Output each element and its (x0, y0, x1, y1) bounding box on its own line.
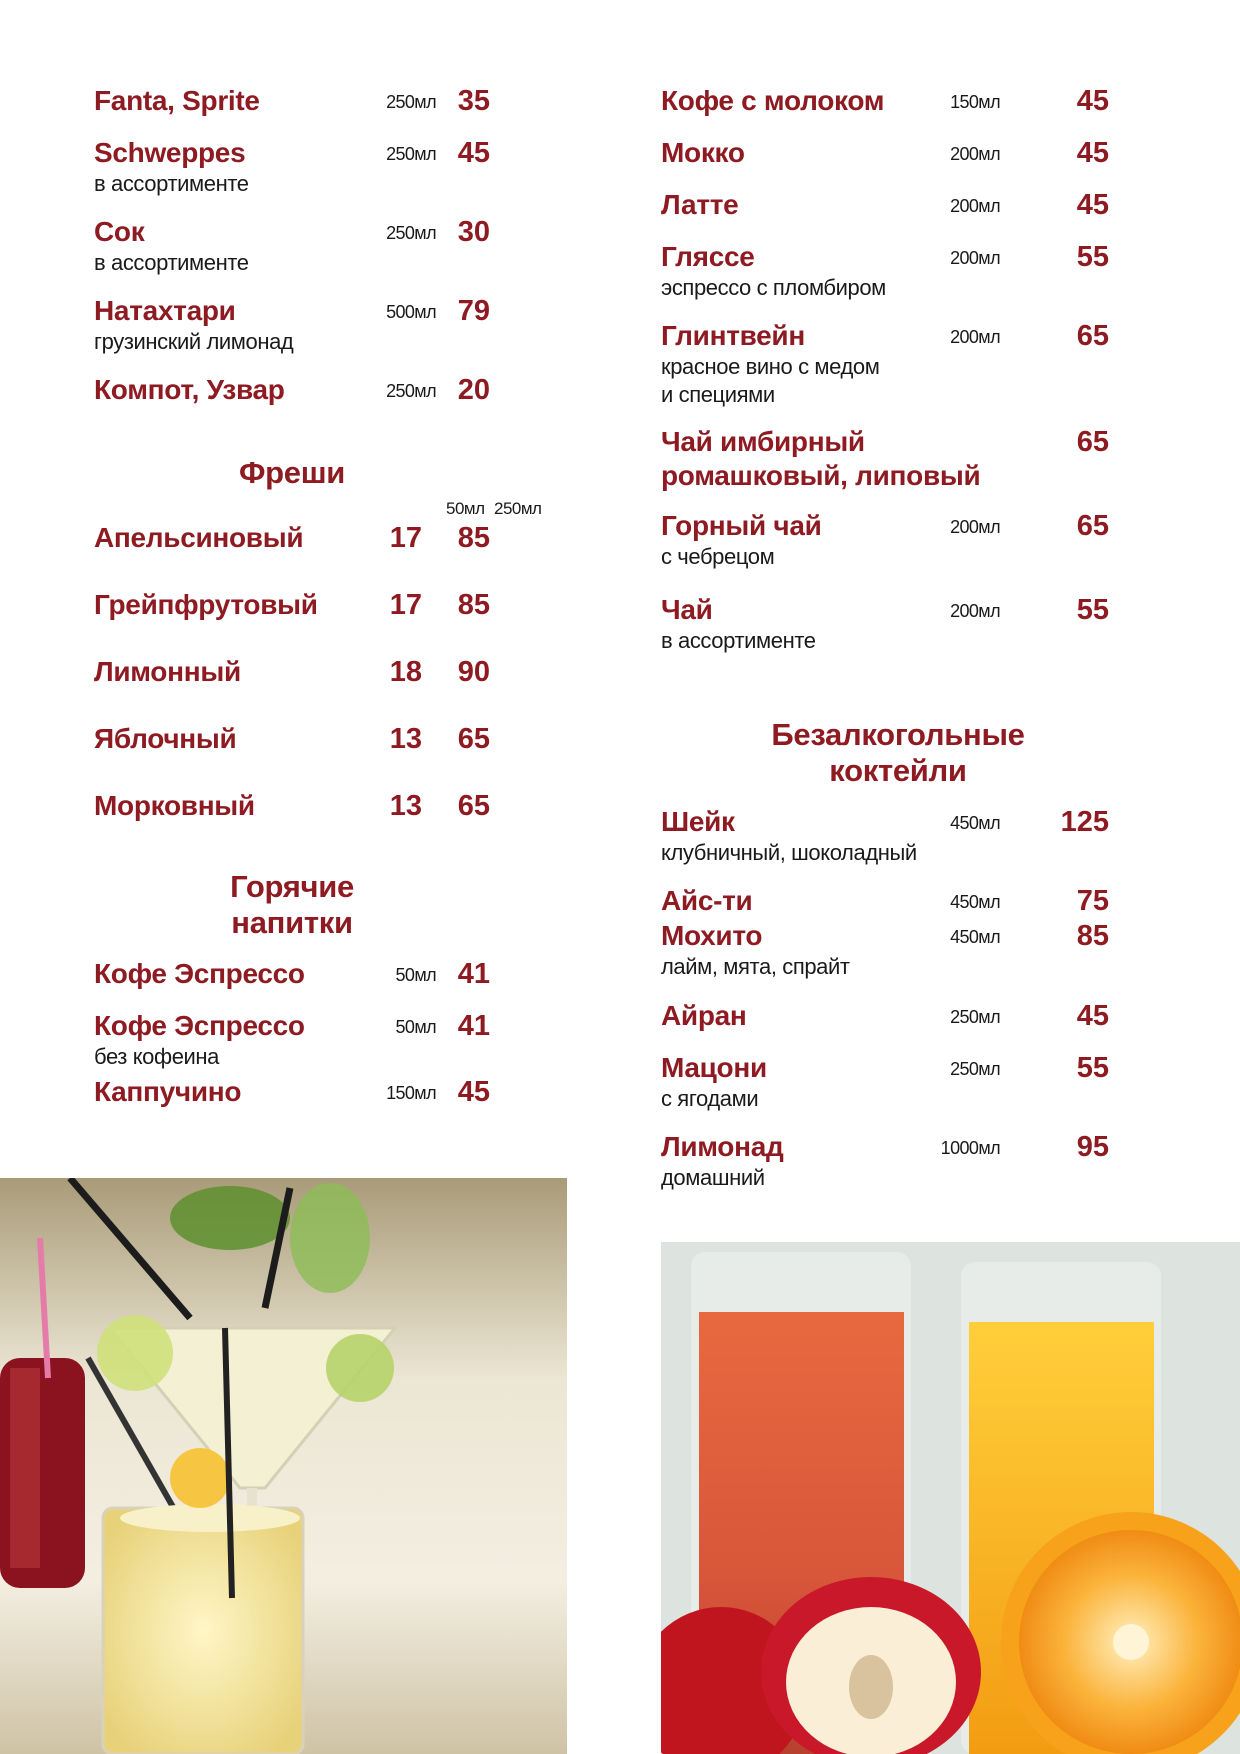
item-volume: 200мл (950, 144, 1000, 164)
section-title-fresh: Фреши (238, 455, 346, 490)
item-description: домашний (661, 1165, 765, 1190)
item-name: Кофе с молоком (661, 85, 885, 116)
menu-item-matsoni (661, 1051, 1109, 1130)
item-description: красное вино с медом (661, 354, 880, 379)
menu-item-coffee-milk (661, 84, 1109, 136)
item-volume: 200мл (950, 248, 1000, 268)
section-title-line: коктейли (829, 753, 967, 788)
item-name: Апельсиновый (94, 522, 304, 553)
item-name: Шейк (661, 806, 735, 837)
item-name: Fanta, Sprite (94, 85, 260, 116)
item-price: 55 (1076, 594, 1109, 626)
section-title-line: напитки (231, 905, 353, 940)
section-title-line: Безалкогольные (771, 717, 1025, 752)
item-price: 65 (1076, 320, 1109, 352)
item-description: клубничный, шоколадный (661, 840, 917, 865)
item-price: 45 (457, 1076, 490, 1108)
item-name: Латте (661, 189, 739, 220)
fresh-item-carrot (94, 789, 544, 869)
item-volume: 250мл (950, 1007, 1000, 1027)
item-name-line2: ромашковый, липовый (661, 460, 981, 491)
item-price: 75 (1076, 885, 1109, 917)
menu-item-espresso (94, 957, 544, 1009)
item-name: Натахтари (94, 295, 236, 326)
item-description: лайм, мята, спрайт (661, 954, 850, 979)
menu-item-kompot (94, 373, 544, 455)
item-volume: 200мл (950, 327, 1000, 347)
cocktails-illustration (0, 1178, 567, 1754)
item-name: Морковный (94, 790, 255, 821)
item-volume: 450мл (950, 927, 1000, 947)
item-description-line2: и специями (661, 382, 775, 407)
item-price-small: 18 (389, 656, 422, 688)
menu-item-juice (94, 215, 544, 294)
item-volume: 250мл (386, 92, 436, 112)
item-name: Мохито (661, 920, 763, 951)
fresh-item-orange (94, 521, 544, 588)
juices-photo (661, 1242, 1240, 1754)
menu-item-natakhtari (94, 294, 544, 373)
item-price-small: 13 (389, 790, 422, 822)
item-price: 20 (457, 374, 490, 406)
item-volume: 200мл (950, 517, 1000, 537)
item-name: Глинтвейн (661, 320, 805, 351)
menu-item-cappuccino (94, 1075, 544, 1115)
menu-item-tea (661, 593, 1109, 717)
item-price: 79 (457, 295, 490, 327)
item-price-large: 85 (457, 589, 490, 621)
item-price: 41 (457, 1010, 490, 1042)
item-volume: 50мл (395, 1017, 436, 1037)
item-name: Кофе Эспрессо (94, 958, 305, 989)
item-volume: 50мл (395, 965, 436, 985)
item-price-large: 85 (457, 522, 490, 554)
section-title-line: Горячие (230, 869, 354, 904)
item-price: 55 (1076, 241, 1109, 273)
item-name: Грейпфрутовый (94, 589, 318, 620)
item-price: 65 (1076, 426, 1109, 458)
item-volume: 500мл (386, 302, 436, 322)
menu-item-mountain-tea (661, 509, 1109, 593)
item-description: грузинский лимонад (94, 329, 294, 354)
item-price: 65 (1076, 510, 1109, 542)
item-name: Чай (661, 594, 713, 625)
item-price: 125 (1060, 806, 1109, 838)
item-price: 45 (1076, 137, 1109, 169)
item-price: 41 (457, 958, 490, 990)
menu-item-espresso-decaf (94, 1009, 544, 1075)
item-price: 45 (1076, 1000, 1109, 1032)
item-name: Айс-ти (661, 885, 753, 916)
item-price: 30 (457, 216, 490, 248)
fresh-item-apple (94, 722, 544, 789)
juices-illustration (661, 1242, 1240, 1754)
volume-small-label: 50мл (446, 499, 485, 518)
right-column (661, 84, 1109, 1200)
menu-item-ice-tea (661, 884, 1109, 919)
item-name: Компот, Узвар (94, 374, 285, 405)
item-name: Лимонад (661, 1131, 784, 1162)
item-description: без кофеина (94, 1044, 220, 1069)
item-description: в ассортименте (94, 250, 249, 275)
item-volume: 450мл (950, 813, 1000, 833)
item-price: 45 (457, 137, 490, 169)
menu-item-mocha (661, 136, 1109, 188)
item-name: Гляссе (661, 241, 755, 272)
menu-item-schweppes (94, 136, 544, 215)
item-name: Горный чай (661, 510, 822, 541)
item-name: Мокко (661, 137, 745, 168)
item-name: Мацони (661, 1052, 767, 1083)
item-volume: 1000мл (940, 1138, 1000, 1158)
item-price: 95 (1076, 1131, 1109, 1163)
menu-item-shake (661, 805, 1109, 884)
item-price-small: 17 (389, 589, 422, 621)
item-price-small: 17 (389, 522, 422, 554)
item-volume: 200мл (950, 601, 1000, 621)
cocktails-photo (0, 1178, 567, 1754)
item-volume: 150мл (386, 1083, 436, 1103)
fresh-volume-header (94, 499, 544, 521)
volume-large-label: 250мл (494, 499, 542, 518)
menu-item-lemonade (661, 1130, 1109, 1200)
item-description: в ассортименте (94, 171, 249, 196)
fresh-item-grapefruit (94, 588, 544, 655)
item-name: Schweppes (94, 137, 246, 168)
item-price: 45 (1076, 85, 1109, 117)
item-name: Лимонный (94, 656, 241, 687)
section-title-cocktails (661, 717, 1135, 789)
item-price-small: 13 (389, 723, 422, 755)
item-volume: 150мл (950, 92, 1000, 112)
menu-item-mojito (661, 919, 1109, 999)
item-name: Чай имбирный (661, 426, 865, 457)
item-volume: 250мл (386, 223, 436, 243)
item-price: 45 (1076, 189, 1109, 221)
item-volume: 250мл (386, 381, 436, 401)
item-price: 85 (1076, 920, 1109, 952)
item-volume: 450мл (950, 892, 1000, 912)
item-volume: 250мл (386, 144, 436, 164)
fresh-item-lemon (94, 655, 544, 722)
item-description: с чебрецом (661, 544, 775, 569)
item-description: с ягодами (661, 1086, 759, 1111)
item-price-large: 65 (457, 790, 490, 822)
item-volume: 200мл (950, 196, 1000, 216)
menu-item-fanta-sprite (94, 84, 544, 136)
item-price: 35 (457, 85, 490, 117)
menu-item-herbal-tea (661, 425, 1109, 509)
left-column (94, 84, 544, 1115)
item-description: в ассортименте (661, 628, 816, 653)
menu-item-latte (661, 188, 1109, 240)
menu-item-glace (661, 240, 1109, 319)
item-name: Сок (94, 216, 145, 247)
menu-item-ayran (661, 999, 1109, 1051)
menu-item-mulled-wine (661, 319, 1109, 425)
item-price: 55 (1076, 1052, 1109, 1084)
item-name: Кофе Эспрессо (94, 1010, 305, 1041)
item-description: эспрессо с пломбиром (661, 275, 886, 300)
item-price-large: 90 (457, 656, 490, 688)
item-name: Яблочный (94, 723, 237, 754)
section-title-hot-drinks (94, 869, 490, 941)
item-name: Каппучино (94, 1076, 242, 1107)
item-price-large: 65 (457, 723, 490, 755)
item-volume: 250мл (950, 1059, 1000, 1079)
item-name: Айран (661, 1000, 747, 1031)
